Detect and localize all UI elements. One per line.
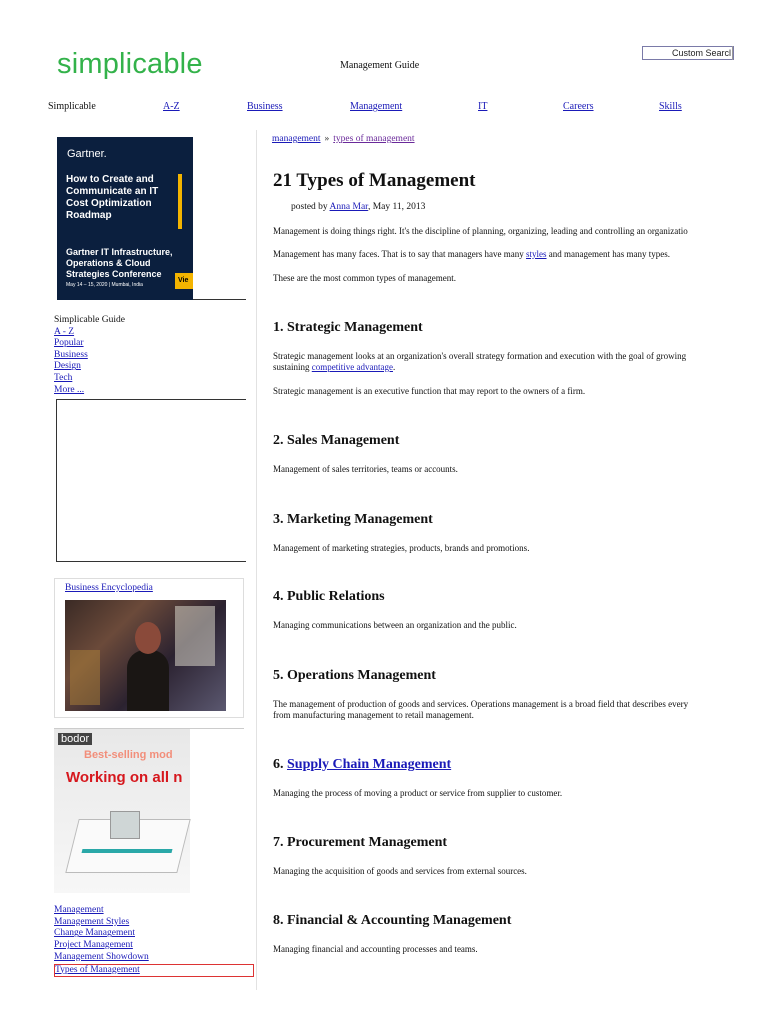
breadcrumb-types-of-management[interactable]: types of management (333, 134, 415, 144)
section-heading-strategic: 1. Strategic Management (273, 320, 423, 335)
related-link-change-management[interactable]: Change Management (54, 928, 135, 939)
related-link-project-management[interactable]: Project Management (54, 940, 133, 951)
sidebar-divider (193, 299, 246, 300)
section-heading-supply-chain (273, 757, 451, 773)
content-column-divider (256, 130, 257, 990)
related-link-management[interactable]: Management (54, 905, 104, 915)
gartner-ad-date: May 14 – 15, 2020 | Mumbai, India (66, 282, 143, 288)
management-guide-label: Management Guide (340, 60, 420, 71)
gartner-ad-brand: Gartner. (67, 148, 107, 160)
nav-careers[interactable]: Careers (563, 101, 594, 112)
empty-ad-slot-border (56, 399, 57, 562)
operations-line-1: The management of production of goods and services. Operations management is a broad field that describes every (273, 699, 689, 709)
gartner-ad-accent-bar (178, 174, 182, 229)
section-heading-marketing: 3. Marketing Management (273, 512, 433, 527)
bodor-ad-line2: Working on all n (66, 769, 183, 786)
site-logo[interactable]: simplicable (57, 48, 203, 80)
business-encyclopedia-box (54, 578, 244, 718)
nav-a-z[interactable]: A-Z (163, 101, 180, 112)
strategic-para-2: Strategic management is an executive function that may report to the owners of a firm. (273, 386, 586, 396)
guide-link-business[interactable]: Business (54, 349, 88, 360)
nav-it[interactable]: IT (478, 101, 488, 112)
nav-skills[interactable]: Skills (659, 101, 682, 112)
section-heading-public-relations: 4. Public Relations (273, 589, 385, 604)
guide-link-more[interactable]: More ... (54, 384, 85, 395)
section-heading-sales: 2. Sales Management (273, 433, 400, 448)
breadcrumb-management[interactable]: management (272, 134, 321, 144)
photo-figure-head (135, 622, 161, 654)
styles-link[interactable]: styles (526, 249, 547, 259)
page-title: 21 Types of Management (273, 170, 476, 191)
breadcrumb (272, 134, 415, 144)
guide-divider-top (56, 399, 246, 400)
guide-divider-bottom (56, 561, 246, 562)
byline-date: , May 11, 2013 (367, 202, 426, 212)
photo-figure-body (127, 650, 169, 711)
strategic-para-1-line-1: Strategic management looks at an organization's overall strategy formation and execution with the goal of growing (273, 351, 687, 361)
related-link-management-showdown[interactable]: Management Showdown (54, 951, 149, 962)
strategic-para-1-line-2 (273, 362, 735, 373)
section-heading-procurement: 7. Procurement Management (273, 835, 448, 850)
author-link[interactable]: Anna Mar (329, 202, 368, 212)
strategic-line2-after: . (392, 362, 396, 372)
supply-chain-number: 6. (273, 757, 284, 772)
byline (291, 202, 425, 212)
guide-link-a-z[interactable]: A - Z (54, 326, 75, 337)
intro-para-3: These are the most common types of management. (273, 273, 456, 283)
section-heading-operations: 5. Operations Management (273, 668, 436, 683)
procurement-text: Managing the acquisition of goods and services from external sources. (273, 866, 527, 876)
encyclopedia-photo[interactable] (65, 600, 226, 711)
financial-text: Managing financial and accounting processes and teams. (273, 944, 478, 954)
photo-light-1 (175, 606, 215, 666)
guide-link-design[interactable]: Design (54, 361, 81, 372)
bodor-ad-logo: bodor (58, 733, 92, 745)
custom-search-input[interactable]: Custom Searcl (642, 46, 734, 60)
marketing-text: Management of marketing strategies, products, brands and promotions. (273, 543, 530, 553)
bodor-ad-machine-head (110, 811, 140, 839)
section-heading-financial: 8. Financial & Accounting Management (273, 913, 512, 928)
byline-prefix: posted by (291, 202, 328, 212)
gartner-ad-view-button[interactable]: Vie (175, 273, 193, 289)
guide-link-popular[interactable]: Popular (54, 338, 84, 349)
public-relations-text: Managing communications between an organization and the public. (273, 620, 517, 630)
guide-link-tech[interactable]: Tech (54, 372, 73, 383)
gartner-ad-banner[interactable] (57, 137, 193, 300)
competitive-advantage-link[interactable]: competitive advantage (311, 362, 393, 372)
gartner-ad-headline: How to Create and Communicate an IT Cost Optimization Roadmap (66, 174, 159, 221)
related-links-list (54, 905, 254, 977)
photo-light-2 (70, 650, 100, 705)
supply-chain-management-link[interactable]: Supply Chain Management (287, 757, 452, 772)
sales-text: Management of sales territories, teams or accounts. (273, 464, 458, 474)
intro-para-2-after: and management has many types. (548, 249, 670, 259)
nav-simplicable: Simplicable (48, 101, 96, 112)
nav-management[interactable]: Management (350, 101, 403, 112)
intro-para-2-before: Management has many faces. That is to say that managers have many (273, 249, 524, 259)
bodor-ad-line1: Best-selling mod (84, 749, 173, 761)
bodor-ad-banner[interactable] (54, 728, 244, 893)
operations-line-2: from manufacturing management to retail management. (273, 710, 474, 720)
guide-title: Simplicable Guide (54, 315, 125, 325)
search-button-edge[interactable] (732, 46, 735, 60)
related-link-management-styles[interactable]: Management Styles (54, 916, 130, 927)
nav-business[interactable]: Business (247, 101, 283, 112)
gartner-ad-conference: Gartner IT Infrastructure, Operations & Cloud Strategies Conference (66, 247, 173, 279)
intro-para-1: Management is doing things right. It's the discipline of planning, organizing, leading and controlling an organizatio (273, 226, 688, 236)
breadcrumb-separator: » (324, 134, 330, 144)
simplicable-guide-list (54, 315, 125, 396)
business-encyclopedia-link[interactable]: Business Encyclopedia (65, 583, 153, 593)
related-link-types-of-management[interactable]: Types of Management (55, 964, 140, 975)
supply-chain-text: Managing the process of moving a product or service from supplier to customer. (273, 788, 563, 798)
bodor-ad-machine-stripe (82, 849, 173, 853)
intro-para-2 (273, 249, 735, 260)
related-link-active-wrapper (54, 964, 254, 978)
strategic-line2-before: sustaining (273, 362, 310, 372)
